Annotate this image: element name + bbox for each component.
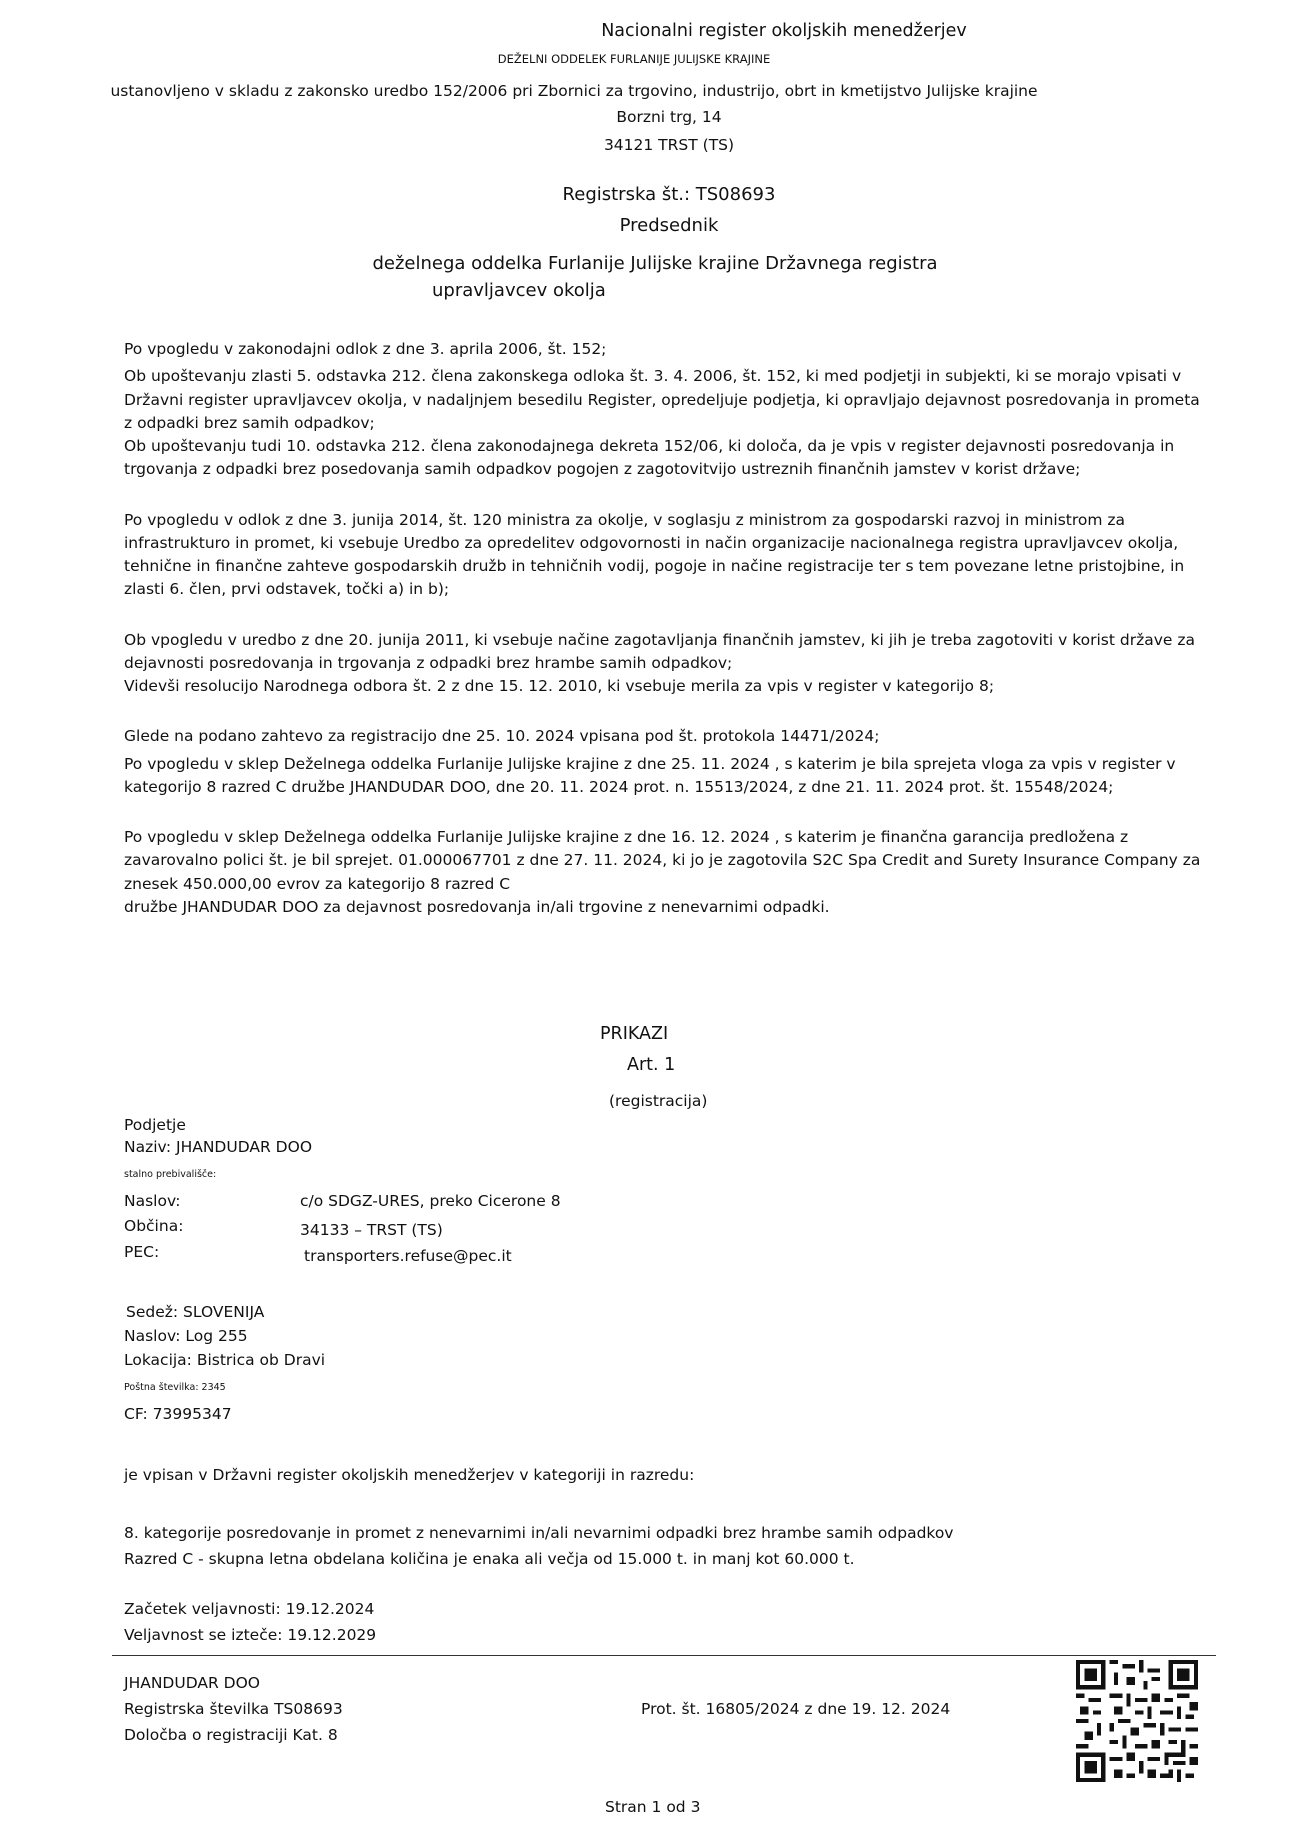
registration-number: Registrska št.: TS08693	[562, 184, 776, 205]
street-address: Borzni trg, 14	[616, 108, 722, 126]
address-value: c/o SDGZ-URES, preko Cicerone 8	[300, 1192, 561, 1210]
footer-reg-number: Registrska številka TS08693	[124, 1700, 343, 1718]
registry-title: Nacionalni register okoljskih menedžerjev	[601, 21, 967, 41]
preamble-paragraph: Po vpogledu v odlok z dne 3. junija 2014, št. 120 ministra za okolje, v soglasju z ministrom za gospodarski razvoj in ministrom za infrastrukturo in promet, ki vsebuje Uredbo za opredelitev odgovornosti in način organizacije nacionalnega registra upravljavcev okolja, tehnične in finančne zahteve gospodarskih družb in tehničnih vodij, pogoje in načine registracije ter s tem povezane letne pristojbine, in zlasti 6. člen, prvi odstavek, točki a) in b);	[124, 510, 1185, 599]
preamble-paragraph: Videvši resolucijo Narodnega odbora št. 2 z dne 15. 12. 2010, ki vsebuje merila za vpis v register v kategorijo 8;	[124, 677, 995, 695]
preamble	[124, 338, 1204, 919]
preamble-paragraph: Ob vpogledu v uredbo z dne 20. junija 2011, ki vsebuje načine zagotavljanja finančnih jamstev, ki jih je treba zagotoviti v korist države za dejavnosti posredovanja in trgovanja z odpadki brez hrambe samih odpadkov;	[124, 630, 1195, 672]
president-title: Predsednik	[619, 215, 719, 236]
seat-location: Lokacija: Bistrica ob Dravi	[124, 1351, 326, 1369]
pec-row	[124, 1241, 512, 1265]
address-label: Naslov:	[124, 1192, 181, 1210]
registration-intro: je vpisan v Državni register okoljskih menedžerjev v kategoriji in razredu:	[124, 1466, 695, 1484]
president-of-line-1: deželnega oddelka Furlanije Julijske krajine Državnega registra	[372, 253, 938, 274]
footer-divider	[112, 1655, 1216, 1656]
municipality-row	[124, 1215, 443, 1238]
tax-code: CF: 73995347	[124, 1405, 232, 1423]
seat-address: Naslov: Log 255	[124, 1327, 248, 1345]
municipality-value: 34133 – TRST (TS)	[300, 1221, 443, 1239]
pec-label: PEC:	[124, 1243, 160, 1261]
company-label: Podjetje	[124, 1116, 186, 1134]
article-subtitle: (registracija)	[609, 1092, 708, 1110]
preamble-paragraph: Glede na podano zahtevo za registracijo dne 25. 10. 2024 vpisana pod št. protokola 14471/2024;	[124, 727, 880, 746]
residence-label: stalno prebivališče:	[124, 1169, 217, 1180]
registration-category: 8. kategorije posredovanje in promet z nenevarnimi in/ali nevarnimi odpadki brez hrambe samih odpadkov	[124, 1524, 954, 1542]
department-name: DEŽELNI ODDELEK FURLANIJE JULIJSKE KRAJINE	[497, 52, 771, 66]
qr-code-icon	[1076, 1660, 1198, 1782]
registration-class: Razred C - skupna letna obdelana količina je enaka ali večja od 15.000 t. in manj kot 60.000 t.	[124, 1550, 855, 1568]
preamble-paragraph: Po vpogledu v sklep Deželnega oddelka Furlanije Julijske krajine z dne 16. 12. 2024 , s katerim je finančna garancija predložena z zavarovalno polici št. je bil sprejet. 01.000067701 z dne 27. 11. 2024, ki jo je zagotovila S2C Spa Credit and Surety Insurance Company za znesek 450.000,00 evrov za kategorijo 8 razred C	[124, 828, 1201, 893]
address-row	[124, 1190, 561, 1213]
legal-basis: ustanovljeno v skladu z zakonsko uredbo 152/2006 pri Zbornici za trgovino, industrijo, obrt in kmetijstvo Julijske krajine	[110, 82, 1038, 100]
president-of-line-2: upravljavcev okolja	[432, 280, 606, 301]
pec-value: transporters.refuse@pec.it	[304, 1247, 512, 1265]
valid-from: Začetek veljavnosti: 19.12.2024	[124, 1600, 375, 1618]
preamble-paragraph: družbe JHANDUDAR DOO za dejavnost posredovanja in/ali trgovine z nenevarnimi odpadki.	[124, 897, 830, 916]
municipality-label: Občina:	[124, 1217, 184, 1235]
article-number: Art. 1	[627, 1055, 676, 1075]
seat: Sedež: SLOVENIJA	[126, 1303, 265, 1321]
preamble-paragraph: Po vpogledu v zakonodajni odlok z dne 3. aprila 2006, št. 152;	[124, 340, 607, 358]
footer-protocol: Prot. št. 16805/2024 z dne 19. 12. 2024	[641, 1700, 951, 1718]
city-address: 34121 TRST (TS)	[603, 136, 735, 154]
postal-code: Poštna številka: 2345	[124, 1382, 226, 1393]
preamble-paragraph: Po vpogledu v sklep Deželnega oddelka Furlanije Julijske krajine z dne 25. 11. 2024 , s katerim je bila sprejeta vloga za vpis v register v kategorijo 8 razred C družbe JHANDUDAR DOO, dne 20. 11. 2024 prot. n. 15513/2024, z dne 21. 11. 2024 prot. št. 15548/2024;	[124, 754, 1176, 796]
company-name: Naziv: JHANDUDAR DOO	[124, 1138, 313, 1156]
preamble-paragraph: Ob upoštevanju zlasti 5. odstavka 212. člena zakonskega odloka št. 3. 4. 2006, št. 152, ki med podjetji in subjekti, ki se morajo vpisati v Državni register upravljavcev okolja, v nadaljnjem besedilu Register, opredeljuje podjetja, ki opravljajo dejavnost posredovanja in prometa z odpadki brez samih odpadkov;	[124, 367, 1200, 432]
article-heading: PRIKAZI	[600, 1024, 669, 1044]
footer-company: JHANDUDAR DOO	[124, 1674, 261, 1692]
valid-until: Veljavnost se izteče: 19.12.2029	[124, 1626, 377, 1644]
preamble-paragraph: Ob upoštevanju tudi 10. odstavka 212. člena zakonodajnega dekreta 152/06, ki določa, da je vpis v register dejavnosti posredovanja in trgovanja z odpadki brez posedovanja samih odpadkov pogojen z zagotovitvijo ustreznih finančnih jamstev v korist države;	[124, 437, 1175, 479]
footer-decision: Določba o registraciji Kat. 8	[124, 1726, 338, 1744]
page-number: Stran 1 od 3	[605, 1798, 701, 1816]
